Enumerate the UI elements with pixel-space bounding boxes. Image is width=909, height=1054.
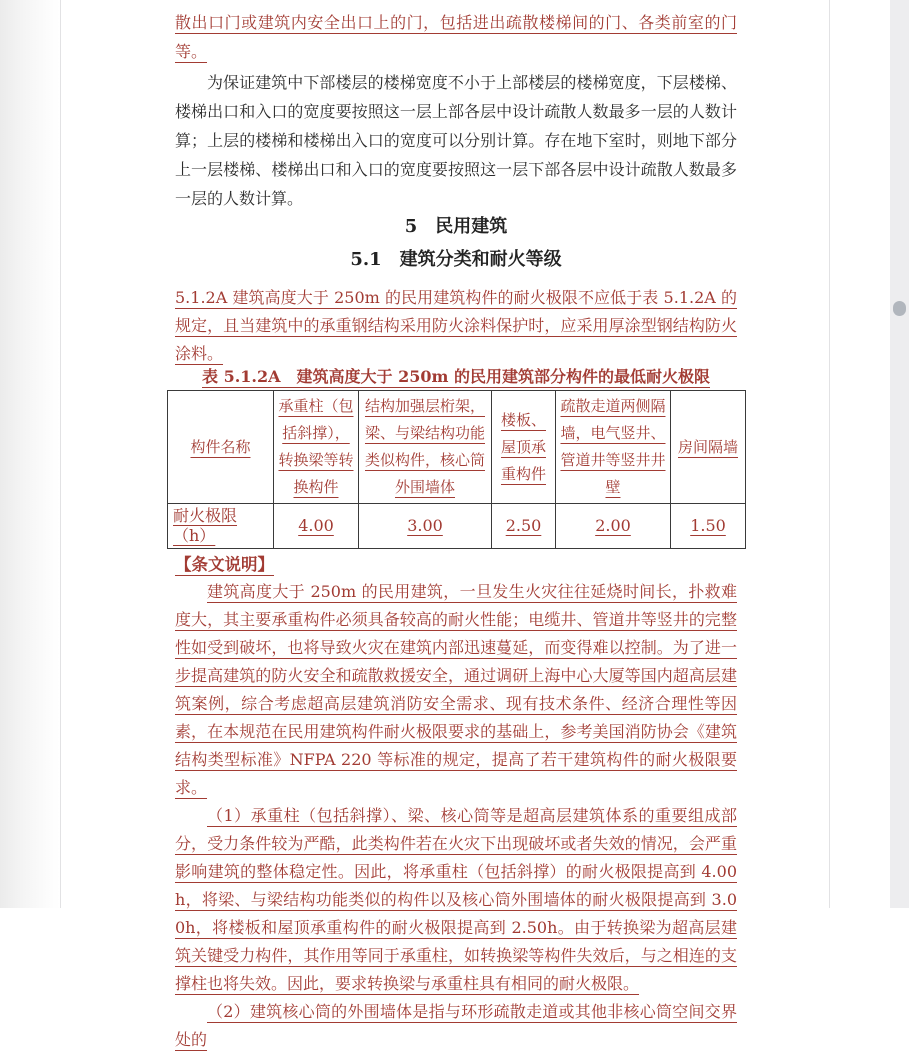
header-structural-truss: 结构加强层桁架，梁、与梁结构功能类似构件，核心筒外围墙体 [359,391,492,504]
continued-clause-line: 散出口门或建筑内安全出口上的门，包括进出疏散楼梯间的门、各类前室的门等。 [175,13,737,61]
value-cell: 3.00 [359,504,492,549]
header-shaft-walls: 疏散走道两侧隔墙，电气竖井、管道井等竖井井壁 [556,391,671,504]
section-heading: 5.1 建筑分类和耐火等级 [350,249,562,270]
page-left-margin [0,0,60,908]
commentary-paragraph-2: （1）承重柱（包括斜撑）、梁、核心筒等是超高层建筑体系的重要组成部分，受力条件较为严酷，此类构件若在火灾下出现破坏或者失效的情况，会严重影响建筑的整体稳定性。因此，将承重柱（包括斜撑）的耐火极限提高到 4.00h，将梁、与梁结构功能类似的构件以及核心筒外围墙体的耐火极限提高到 3.00h，将楼板和屋顶承重构件的耐火极限提高到 2.50h。由于转换梁为超高层建筑关键受力构件，其作用等同于承重柱，如转换梁等构件失效后，与之相连的支撑柱也将失效。因此，要求转换梁与承重柱具有相同的耐火极限。 [175,806,737,993]
header-load-bearing-column: 承重柱（包括斜撑），转换梁等转换构件 [274,391,359,504]
header-floor-roof: 楼板、屋顶承重构件 [492,391,556,504]
commentary-paragraph-1: 建筑高度大于 250m 的民用建筑，一旦发生火灾往往延烧时间长，扑救难度大，其主要承重构件必须具备较高的耐火性能；电缆井、管道井等竖井的完整性如受到破坏，也将导致火灾在建筑内部迅速蔓延，而变得难以控制。为了进一步提高建筑的防火安全和疏散救援安全，通过调研上海中心大厦等国内超高层建筑案例，综合考虑超高层建筑消防安全需求、现有技术条件、经济合理性等因素，在本规范在民用建筑构件耐火极限要求的基础上，参考美国消防协会《建筑结构类型标准》NFPA 220 等标准的规定，提高了若干建筑构件的耐火极限要求。 [175,582,737,797]
clause-5-1-2A: 5.1.2A 建筑高度大于 250m 的民用建筑构件的耐火极限不应低于表 5.1.2A 的规定，且当建筑中的承重钢结构采用防火涂料保护时，应采用厚涂型钢结构防火涂料。 [175,288,737,363]
header-component-name: 构件名称 [168,391,274,504]
value-cell: 4.00 [274,504,359,549]
scrollbar-thumb[interactable] [893,301,906,316]
body-paragraph: 为保证建筑中下部楼层的楼梯宽度不小于上部楼层的楼梯宽度，下层楼梯、楼梯出口和入口的宽度要按照这一层上部各层中设计疏散人数最多一层的人数计算；上层的楼梯和楼梯出入口的宽度可以分别计算。存在地下室时，则地下部分上一层楼梯、楼梯出口和入口的宽度要按照这一层下部各层中设计疏散人数最多一层的人数计算。 [175,73,737,208]
fire-resistance-table [167,390,746,549]
scrollbar-track[interactable] [890,0,909,908]
table-caption: 表 5.1.2A 建筑高度大于 250m 的民用建筑部分构件的最低耐火极限 [202,367,710,386]
header-room-partition: 房间隔墙 [671,391,746,504]
commentary-label: 【条文说明】 [175,555,274,574]
value-cell: 2.50 [492,504,556,549]
row-label-fire-limit: 耐火极限（h） [168,504,274,549]
chapter-heading: 5 民用建筑 [404,216,508,237]
table-header-row [168,391,746,504]
table-data-row [168,504,746,549]
commentary-paragraph-3: （2）建筑核心筒的外围墙体是指与环形疏散走道或其他非核心筒空间交界处的 [175,1002,737,1049]
value-cell: 1.50 [671,504,746,549]
document-page [60,0,830,1049]
page-content [175,0,737,1054]
value-cell: 2.00 [556,504,671,549]
